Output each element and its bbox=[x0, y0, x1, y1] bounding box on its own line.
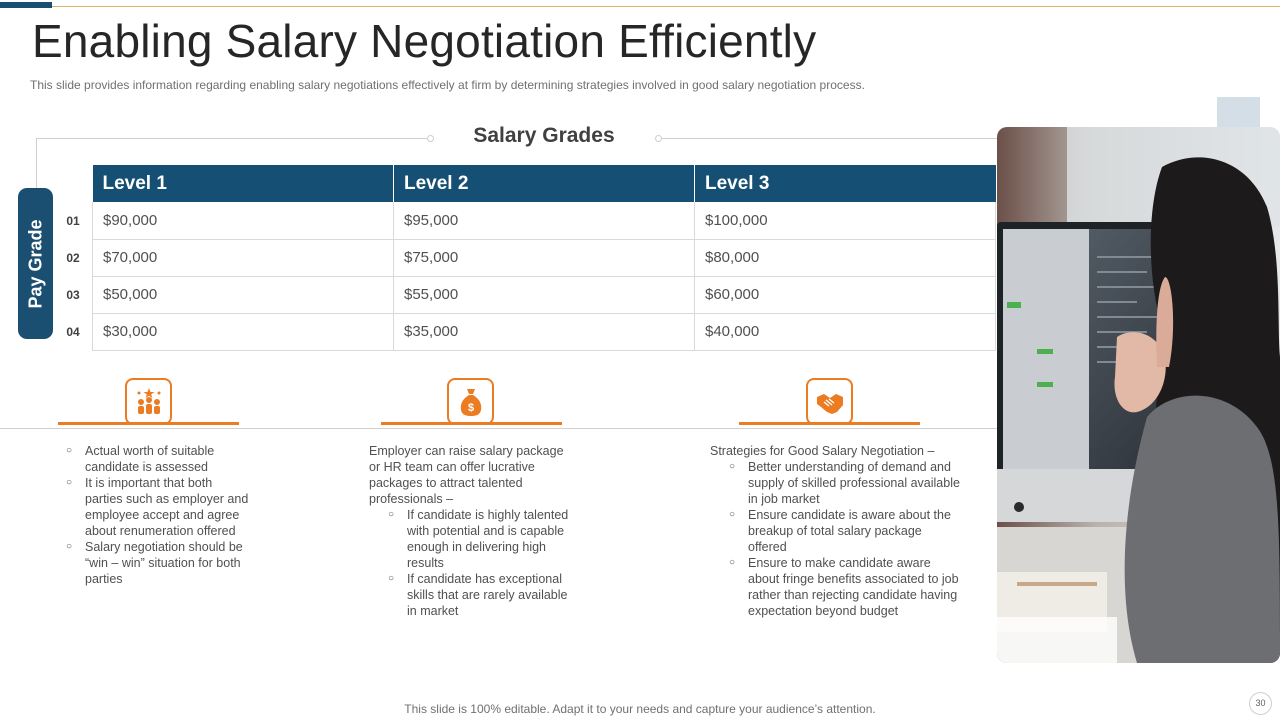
list-item: ○ Better understanding of demand and supply of skilled professional available in job market bbox=[729, 459, 962, 507]
list-item: ○ If candidate is highly talented with potential and is capable enough in delivering high results bbox=[388, 507, 574, 571]
svg-text:$: $ bbox=[467, 401, 474, 414]
column-accent-bar bbox=[58, 422, 239, 425]
table-cell: $90,000 bbox=[93, 202, 394, 239]
column-accent-bar bbox=[381, 422, 562, 425]
column-intro: Employer can raise salary package or HR team can offer lucrative packages to attract talented professionals – bbox=[369, 444, 564, 506]
list-item: ○ Ensure to make candidate aware about fringe benefits associated to job rather than rejecting candidate having expectation beyond budget bbox=[729, 555, 962, 619]
column-intro: Strategies for Good Salary Negotiation – bbox=[710, 444, 935, 458]
table-row bbox=[93, 239, 996, 276]
table-header-row bbox=[93, 165, 996, 202]
table-cell: $60,000 bbox=[695, 276, 996, 313]
table-row bbox=[93, 202, 996, 239]
table-cell: $30,000 bbox=[93, 313, 394, 350]
row-number: 01 bbox=[66, 214, 80, 228]
package-column bbox=[369, 443, 574, 619]
photo-illustration bbox=[997, 127, 1280, 663]
top-rule bbox=[0, 6, 1280, 7]
list-item: ○ Salary negotiation should be “win – win” situation for both parties bbox=[66, 539, 251, 587]
table-row bbox=[93, 313, 996, 350]
handshake-icon bbox=[806, 378, 853, 425]
table-cell: $95,000 bbox=[394, 202, 695, 239]
slide-footer: This slide is 100% editable. Adapt it to your needs and capture your audience’s attention. bbox=[404, 702, 876, 716]
row-number: 02 bbox=[66, 251, 80, 265]
list-item: ○ Ensure candidate is aware about the breakup of total salary package offered bbox=[729, 507, 962, 555]
bullet-list bbox=[66, 443, 251, 587]
office-worker-photo bbox=[997, 127, 1280, 663]
slide-subtitle: This slide provides information regarding enabling salary negotiations effectively at firm by determining strategies involved in good salary negotiation process. bbox=[30, 78, 865, 92]
bullet-list bbox=[388, 507, 574, 619]
slide-title: Enabling Salary Negotiation Efficiently bbox=[32, 15, 817, 67]
salary-grades-table bbox=[92, 165, 996, 351]
top-accent-bar bbox=[0, 2, 52, 8]
table-cell: $40,000 bbox=[695, 313, 996, 350]
pay-grade-label: Pay Grade bbox=[25, 219, 46, 309]
team-award-icon bbox=[125, 378, 172, 425]
page-number: 30 bbox=[1249, 692, 1272, 715]
table-cell: $100,000 bbox=[695, 202, 996, 239]
row-number: 04 bbox=[66, 325, 80, 339]
table-cell: $55,000 bbox=[394, 276, 695, 313]
list-item: ○ It is important that both parties such as employer and employee accept and agree about renumeration offered bbox=[66, 475, 251, 539]
salary-grades-heading: Salary Grades bbox=[473, 124, 615, 147]
list-item: ○ If candidate has exceptional skills that are rarely available in market bbox=[388, 571, 574, 619]
column-accent-bar bbox=[739, 422, 920, 425]
section-divider bbox=[0, 428, 997, 429]
frame-line bbox=[660, 138, 997, 139]
bullet-list bbox=[729, 459, 962, 619]
money-bag-icon bbox=[447, 378, 494, 425]
row-number: 03 bbox=[66, 288, 80, 302]
column-header-level-3: Level 3 bbox=[695, 165, 996, 202]
list-item: ○ Actual worth of suitable candidate is assessed bbox=[66, 443, 251, 475]
table-cell: $35,000 bbox=[394, 313, 695, 350]
table-row bbox=[93, 276, 996, 313]
column-header-level-1: Level 1 bbox=[93, 165, 394, 202]
strategies-column bbox=[710, 443, 962, 619]
column-header-level-2: Level 2 bbox=[394, 165, 695, 202]
frame-line bbox=[36, 138, 431, 139]
table-cell: $80,000 bbox=[695, 239, 996, 276]
table-cell: $75,000 bbox=[394, 239, 695, 276]
table-cell: $50,000 bbox=[93, 276, 394, 313]
assessment-column bbox=[66, 443, 251, 587]
table-cell: $70,000 bbox=[93, 239, 394, 276]
